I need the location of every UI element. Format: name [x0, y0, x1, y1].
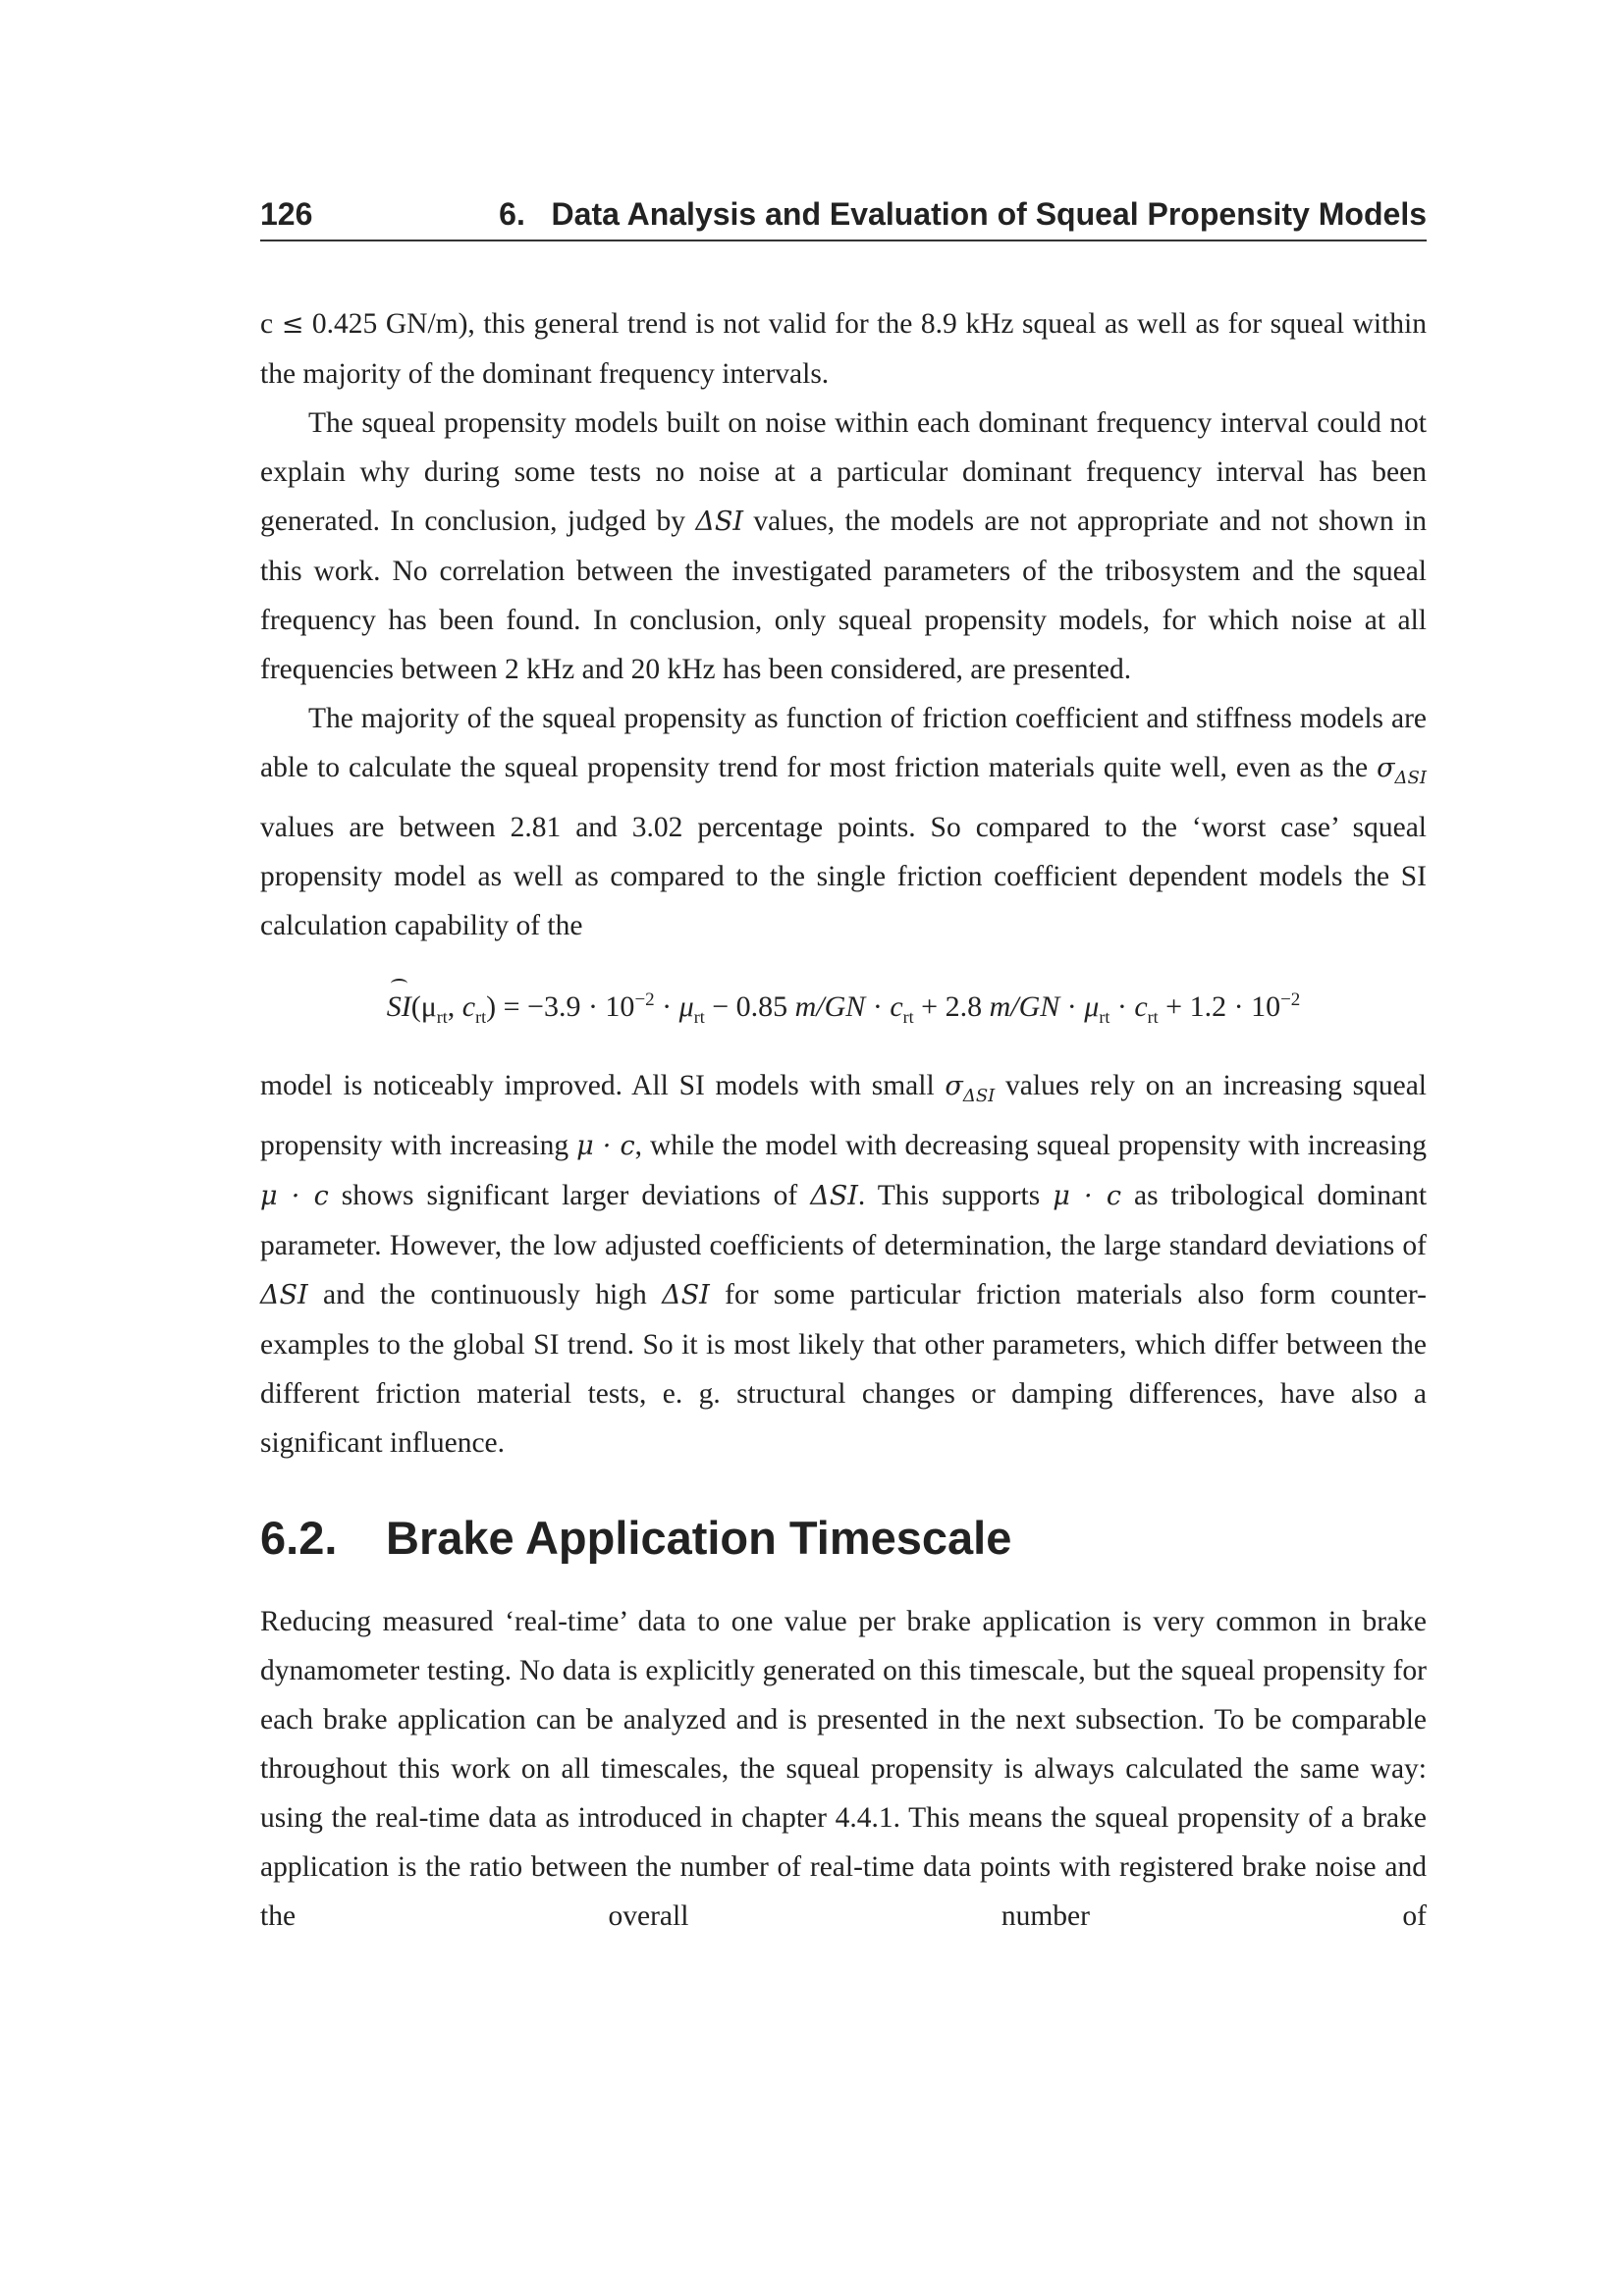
eq-part: − 0.85 [704, 989, 795, 1023]
paragraph [260, 1061, 1427, 1468]
text-run: values, the models are not appropriate and not shown in this work. No correlation between the investigated parameters of the tribosystem and the squeal frequency has been found. In conclusion, only squeal propensity models, for which noise at all frequencies between 2 kHz and 20 kHz has been considered, are presented. [260, 506, 1427, 685]
running-header [260, 192, 1427, 241]
text-run: The squeal propensity models built on noise within each dominant frequency interval could not explain why during some tests no noise at a particular dominant frequency interval has been generated. In conclusion, judged by [260, 407, 1427, 537]
text-run: for some particular friction materials also form counter-examples to the global SI trend. So it is most likely that other parameters, which differ between the different friction material tests, e. g. structural changes or damping differences, have also a significant influence. [260, 1278, 1427, 1459]
section-heading [260, 1509, 1427, 1568]
paragraph [260, 1597, 1427, 1941]
section-title: Brake Application Timescale [386, 1511, 1012, 1564]
inline-math: μ · c [260, 1180, 329, 1211]
eq-part: + 1.2 · 10 [1158, 989, 1281, 1023]
inline-math: σ [1377, 753, 1395, 783]
inline-math: ΔSI [260, 1279, 308, 1310]
inline-math: ΔSI [810, 1180, 858, 1211]
text-run: shows significant larger deviations of [328, 1179, 811, 1211]
eq-part: c [1134, 989, 1148, 1023]
text-run: as tribological dominant parameter. However, the low adjusted coefficients of determination, the large standard deviations of [260, 1179, 1428, 1261]
text-run: model is noticeably improved. All SI models with small [260, 1069, 946, 1101]
eq-part: · [865, 989, 891, 1023]
section-number: 6.2. [260, 1511, 338, 1564]
eq-unit: m/GN [989, 989, 1060, 1023]
eq-sub: rt [475, 1006, 487, 1027]
text-run: values are between 2.81 and 3.02 percentage points. So compared to the ‘worst case’ squeal propensity model as well as compared to the single friction coefficient dependent models the SI calculation capability of the [260, 811, 1427, 941]
paragraph [260, 694, 1427, 950]
eq-si-hat: SI [386, 989, 411, 1023]
eq-part: , [447, 989, 462, 1023]
eq-sup: −2 [634, 988, 655, 1010]
math-subscript: ΔSI [962, 1085, 996, 1106]
inline-math: μ · c [1053, 1180, 1121, 1211]
eq-part: c [461, 989, 476, 1023]
eq-part: (μ [410, 989, 437, 1023]
eq-part: c [890, 989, 903, 1023]
eq-sub: rt [1099, 1006, 1110, 1027]
eq-sub: rt [693, 1006, 705, 1027]
eq-part: μ [1084, 989, 1100, 1023]
inline-math: μ · c [576, 1130, 635, 1161]
eq-sub: rt [902, 1006, 914, 1027]
page-number: 126 [260, 196, 313, 232]
eq-part: + 2.8 [913, 989, 990, 1023]
eq-unit: m/GN [794, 989, 866, 1023]
body-text [260, 299, 1427, 1941]
eq-part: · [1059, 989, 1085, 1023]
eq-part: μ [678, 989, 694, 1023]
text-run: Reducing measured ‘real-time’ data to one value per brake application is very common in brake dynamometer testing. No data is explicitly generated on this timescale, but the squeal propensity for each brake application can be analyzed and is presented in the next subsection. To be comparable throughout this work on all timescales, the squeal propensity is always calculated the same way: using the real-time data as introduced in chapter 4.4.1. This means the squeal propensity of a brake application is the ratio between the number of real-time data points with registered brake noise and the overall number of [260, 1605, 1427, 1932]
eq-sub: rt [1147, 1006, 1159, 1027]
si-model-equation [260, 976, 1427, 1041]
eq-part: · [654, 989, 679, 1023]
paragraph [260, 299, 1427, 399]
eq-sub: rt [436, 1006, 448, 1027]
eq-part: ) = −3.9 · 10 [486, 989, 635, 1023]
text-run: values rely on an increasing squeal propensity with increasing [260, 1069, 1427, 1161]
text-run: The majority of the squeal propensity as function of friction coefficient and stiffness models are able to calculate the squeal propensity trend for most friction materials quite well, even as the [260, 703, 1427, 783]
inline-math: ≤ [281, 309, 304, 340]
paragraph [260, 399, 1427, 694]
text-run: . This supports [857, 1179, 1054, 1211]
text-run: 0.425 GN/m), this general trend is not valid for the 8.9 kHz squeal as well as for squeal within the majority of the dominant frequency intervals. [260, 308, 1428, 390]
inline-math: ΔSI [695, 507, 744, 537]
text-run: , while the model with decreasing squeal propensity with increasing [634, 1129, 1427, 1161]
math-subscript: ΔSI [1394, 767, 1427, 788]
eq-sup: −2 [1280, 988, 1301, 1010]
eq-part: · [1109, 989, 1135, 1023]
chapter-title: 6. Data Analysis and Evaluation of Squeal Propensity Models [499, 196, 1427, 232]
inline-math: ΔSI [662, 1279, 710, 1310]
text-run: and the continuously high [307, 1278, 663, 1310]
text-run: c [260, 308, 282, 340]
inline-math: σ [945, 1070, 963, 1101]
